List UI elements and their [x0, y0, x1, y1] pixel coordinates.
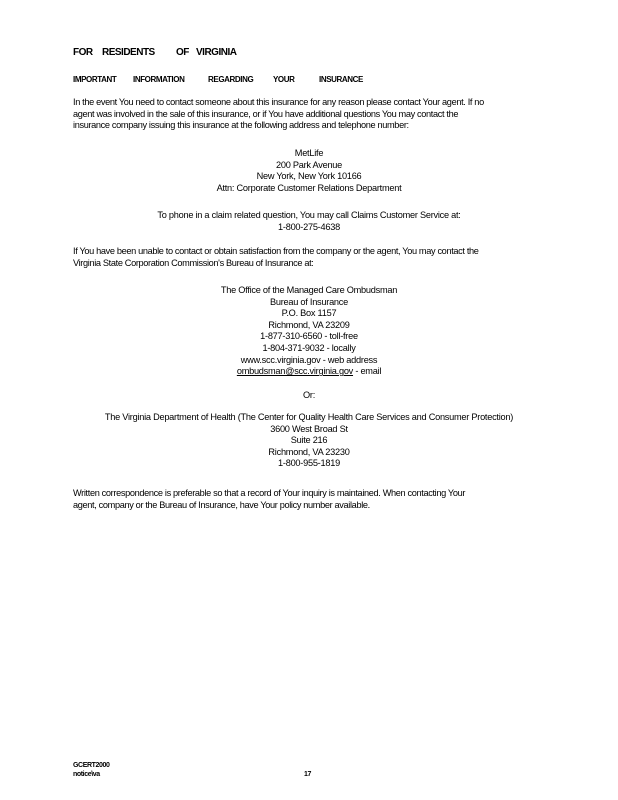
company-city: New York, New York 10166	[256, 171, 362, 182]
health-dept-name: The Virginia Department of Health (The Center for Quality Health Care Services and Consumer Protection)	[104, 412, 514, 422]
closing-paragraph	[73, 488, 465, 511]
header-subtitle-word: IMPORTANT	[73, 75, 117, 84]
claims-phone: 1-800-275-4638	[278, 221, 340, 232]
intro-line: insurance company issuing this insurance at the following address and telephone number:	[73, 120, 409, 131]
ombudsman-web: www.scc.virginia.gov - web address	[240, 354, 378, 365]
header-subtitle-word: YOUR	[273, 75, 295, 84]
ombudsman-tollfree: 1-877-310-6560 - toll-free	[260, 331, 358, 342]
health-dept-street: 3600 West Broad St	[270, 423, 348, 434]
company-name: MetLife	[294, 148, 324, 158]
company-attn: Attn: Corporate Customer Relations Department	[216, 182, 402, 193]
ombudsman-city: Richmond, VA 23209	[268, 319, 350, 330]
footer-form-file: notice\va	[73, 771, 100, 778]
ombudsman-email-suffix: - email	[353, 366, 382, 377]
ombudsman-address	[0, 285, 618, 378]
health-dept-suite: Suite 216	[290, 435, 328, 446]
ombudsman-local: 1-804-371-9032 - locally	[262, 342, 356, 353]
footer-form-code: GCERT2000	[73, 762, 110, 769]
claims-text: To phone in a claim related question, You may call Claims Customer Service at:	[157, 210, 461, 220]
intro-line: agent was involved in the sale of this insurance, or if You have additional questions You may contact the	[73, 108, 459, 119]
health-dept-address	[0, 412, 618, 470]
bureau-intro-paragraph	[73, 246, 479, 269]
bureau-intro-line: If You have been unable to contact or obtain satisfaction from the company or the agent, You may contact the	[73, 246, 479, 256]
bureau-intro-line: Virginia State Corporation Commission's Bureau of Insurance at:	[73, 257, 314, 268]
header-title-word: VIRGINIA	[196, 47, 237, 58]
header-subtitle-word: REGARDING	[208, 75, 254, 84]
ombudsman-pobox: P.O. Box 1157	[281, 308, 337, 319]
intro-paragraph	[73, 97, 484, 132]
claims-block	[0, 210, 618, 233]
ombudsman-bureau: Bureau of Insurance	[270, 296, 348, 307]
header-subtitle-word: INFORMATION	[133, 75, 185, 84]
footer-form-info	[73, 761, 109, 779]
company-street: 200 Park Avenue	[275, 159, 343, 170]
page-number: 17	[304, 771, 311, 778]
header-title-word: OF	[176, 47, 189, 58]
ombudsman-email-link[interactable]: ombudsman@scc.virginia.gov	[236, 366, 354, 377]
header-title-word: FOR	[73, 47, 93, 58]
header-subtitle-word: INSURANCE	[319, 75, 363, 84]
or-separator: Or:	[302, 390, 315, 400]
company-address	[0, 148, 618, 194]
header-title-word: RESIDENTS	[102, 47, 155, 58]
closing-line: Written correspondence is preferable so that a record of Your inquiry is maintained. When contacting Your	[73, 488, 466, 498]
ombudsman-office: The Office of the Managed Care Ombudsman	[220, 285, 398, 295]
closing-line: agent, company or the Bureau of Insurance, have Your policy number available.	[73, 499, 370, 510]
ombudsman-email-line	[0, 366, 618, 378]
health-dept-city: Richmond, VA 23230	[268, 446, 350, 457]
intro-line: In the event You need to contact someone about this insurance for any reason please contact Your agent. If no	[73, 97, 484, 107]
health-dept-phone: 1-800-955-1819	[278, 458, 340, 469]
